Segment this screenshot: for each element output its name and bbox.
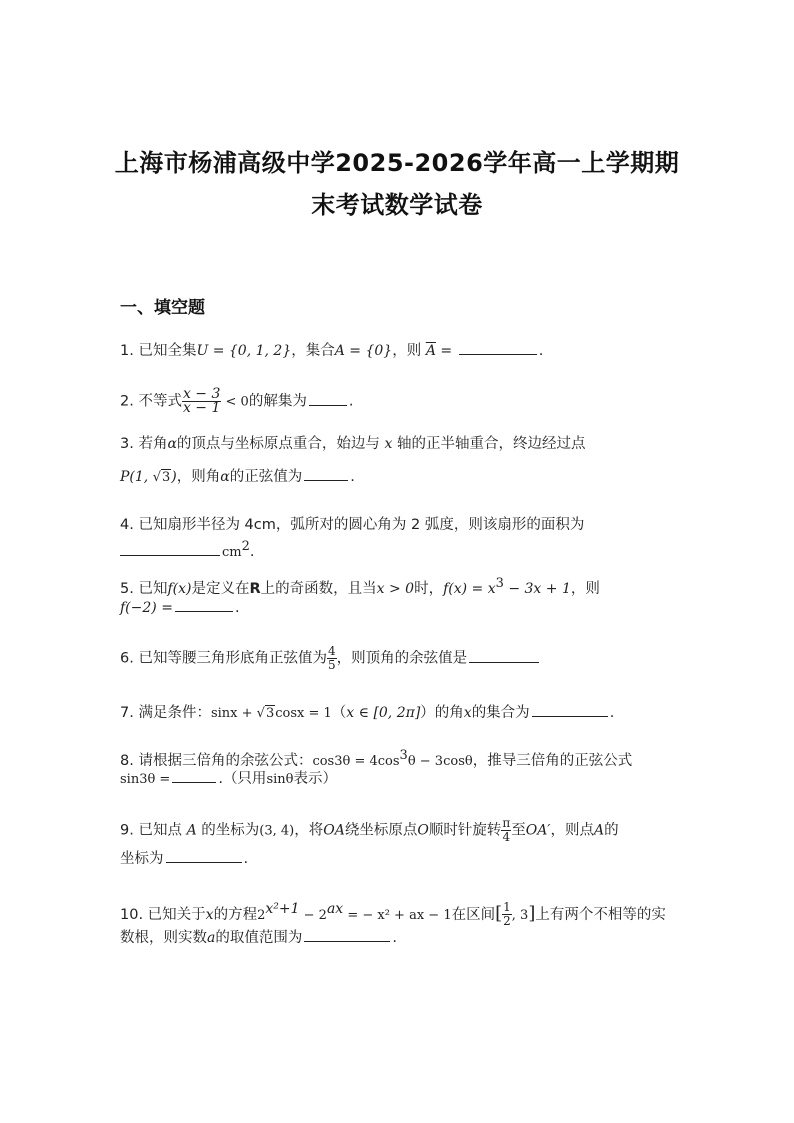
question-number: 1. [120, 343, 134, 359]
text: 上有两个不相等的实 [535, 906, 666, 923]
text: ，将 [294, 822, 324, 839]
text: 的方程 [213, 906, 258, 923]
fraction [182, 388, 221, 415]
question-number: 3. [120, 436, 134, 452]
text: 的顶点与坐标原点重合，始边与 [176, 436, 385, 452]
text: ，则 [570, 580, 600, 597]
math: = [435, 343, 453, 359]
math: x > 0 [376, 580, 415, 597]
radicand: 3 [265, 706, 275, 721]
question-number: 2. [120, 393, 134, 410]
fraction-numerator: 4 [327, 644, 336, 658]
text: 已知关于 [147, 906, 206, 923]
question-4 [120, 514, 680, 536]
sqrt: √3 [152, 470, 171, 485]
question-number: 9. [120, 822, 134, 839]
text: （ [331, 705, 347, 721]
superscript: 3 [399, 748, 408, 763]
fraction-numerator: x − 3 [182, 386, 221, 402]
text: 的坐标为 [196, 822, 260, 839]
math: sinx + [210, 706, 257, 721]
math: OA [323, 822, 345, 839]
question-1 [120, 340, 680, 362]
superscript: ax [326, 901, 344, 917]
math: A [594, 822, 605, 839]
bracket-right: ] [528, 902, 536, 924]
text: . [348, 393, 354, 410]
math: f(−2) = [120, 600, 173, 616]
math: α [220, 469, 230, 485]
text: . [249, 543, 255, 560]
math: a [207, 930, 216, 946]
text: . [609, 705, 615, 721]
text: （只用 [222, 771, 267, 787]
fraction [327, 645, 337, 672]
text: 满足条件： [138, 705, 211, 721]
question-6 [120, 645, 680, 672]
unit: cm [222, 544, 242, 560]
text: ，则顶角的余弦值是 [336, 650, 468, 667]
question-5-line-2 [120, 597, 680, 619]
text: 已知等腰三角形底角正弦值为 [138, 650, 327, 667]
math: f(x) [167, 580, 192, 597]
text: 上的奇函数，且当 [260, 580, 377, 597]
math: < 0 [221, 394, 249, 410]
question-3 [120, 433, 680, 455]
math: x [384, 436, 393, 452]
answer-blank[interactable] [166, 848, 242, 863]
question-number: 10. [120, 906, 144, 923]
fraction-denominator: x − 1 [182, 400, 221, 416]
answer-blank[interactable] [304, 927, 390, 942]
fraction [502, 901, 512, 928]
text: 已知 [138, 580, 168, 597]
math: − 2 [299, 907, 327, 923]
text: 是定义在 [191, 580, 250, 597]
answer-blank[interactable] [120, 541, 220, 556]
question-number: 5. [120, 580, 134, 597]
question-10 [120, 898, 680, 928]
math: α [167, 436, 177, 452]
answer-blank[interactable] [304, 466, 348, 481]
text: 时， [414, 580, 444, 597]
fraction-denominator: 5 [327, 658, 336, 672]
math: P(1, [120, 469, 153, 485]
answer-blank[interactable] [459, 340, 537, 355]
question-3-line-2 [120, 466, 680, 489]
text: 不等式 [138, 393, 182, 410]
radicand: 3 [162, 470, 171, 485]
text: ，则点 [550, 822, 594, 839]
text: ，则角 [176, 469, 221, 485]
text: . [218, 771, 223, 787]
text: ，推导三倍角的正弦公式 [472, 752, 633, 769]
text: . [350, 469, 355, 485]
text: . [243, 851, 249, 867]
math: A = {0} [334, 343, 393, 359]
text: 若角 [138, 436, 168, 452]
text: 绕坐标原点 [344, 822, 418, 839]
fraction-numerator: 1 [503, 900, 511, 915]
text: 已知点 [138, 822, 187, 839]
question-7 [120, 702, 680, 725]
real-numbers-symbol: R [249, 580, 261, 597]
text: 数根，则实数 [120, 930, 207, 946]
bracket-left: [ [495, 902, 503, 924]
text: 的集合为 [471, 705, 530, 721]
answer-blank[interactable] [532, 702, 608, 717]
math: O [417, 822, 429, 839]
math: sin3θ = [120, 772, 171, 787]
section-heading: 一、填空题 [120, 298, 205, 318]
superscript: x²+1 [265, 901, 300, 917]
exam-title-line-1: 上海市杨浦高级中学2025-2026学年高一上学期期 [114, 149, 680, 177]
math-complement: $\overline{A}$ [425, 343, 436, 359]
text: . [392, 930, 397, 946]
text: 在区间 [451, 906, 496, 923]
question-8-line-2 [120, 768, 680, 791]
question-number: 6. [120, 650, 134, 667]
text: 的 [604, 822, 619, 839]
text: 表示） [293, 771, 337, 787]
math: ) [171, 469, 177, 485]
text: 已知全集 [138, 343, 197, 359]
superscript: 2 [241, 539, 250, 554]
text: 顺时针旋转 [428, 822, 502, 839]
math: = − x² + ax − 1 [343, 907, 452, 923]
math: , 3 [511, 907, 529, 923]
fraction-denominator: 2 [503, 914, 511, 929]
exam-title-line-2: 末考试数学试卷 [311, 191, 483, 219]
math: A [186, 822, 197, 839]
text: 的解集为 [248, 393, 307, 410]
sqrt: √3 [256, 706, 275, 721]
text: ，则 [392, 343, 426, 359]
math: cos3θ = 4cos [312, 753, 400, 769]
question-9-line-2 [120, 848, 680, 870]
math: x [463, 705, 472, 721]
question-number: 4. [120, 517, 134, 533]
question-9 [120, 817, 680, 844]
question-2 [120, 388, 680, 415]
superscript: 3 [495, 576, 504, 591]
math: x [205, 906, 214, 923]
text: . [234, 600, 240, 616]
text: 至 [511, 822, 526, 839]
math: f(x) = x [443, 580, 496, 597]
text: ）的角 [420, 705, 464, 721]
text: 的正弦值为 [229, 469, 303, 485]
question-4-line-2 [120, 536, 680, 564]
math: θ − 3cosθ [407, 753, 473, 769]
text: 轴的正半轴重合，终边经过点 [392, 436, 586, 452]
math: U = {0, 1, 2} [196, 343, 292, 359]
math: x ∈ [0, 2π] [346, 705, 421, 721]
text: 坐标为 [120, 851, 164, 867]
answer-blank[interactable] [172, 768, 216, 783]
answer-blank[interactable] [469, 648, 539, 663]
math: 2 [257, 907, 266, 923]
answer-blank[interactable] [309, 391, 347, 406]
math: (3, 4) [259, 823, 295, 839]
math: sinθ [266, 772, 294, 787]
text: . [538, 343, 544, 359]
fraction-denominator: 4 [502, 830, 511, 844]
question-number: 8. [120, 752, 134, 769]
question-10-line-2 [120, 927, 680, 949]
fraction-numerator: π [502, 816, 511, 830]
text: 已知扇形半径为 4cm，弧所对的圆心角为 2 弧度，则该扇形的面积为 [138, 517, 585, 533]
answer-blank[interactable] [175, 597, 233, 612]
text: ，集合 [291, 343, 335, 359]
question-number: 7. [120, 705, 134, 721]
math: − 3x + 1 [503, 580, 571, 597]
math: OA′ [525, 822, 551, 839]
math: cosx = 1 [275, 706, 332, 721]
text: 的取值范围为 [215, 930, 303, 946]
question-5 [120, 573, 680, 600]
text: 请根据三倍角的余弦公式： [138, 752, 313, 769]
fraction [501, 817, 511, 844]
